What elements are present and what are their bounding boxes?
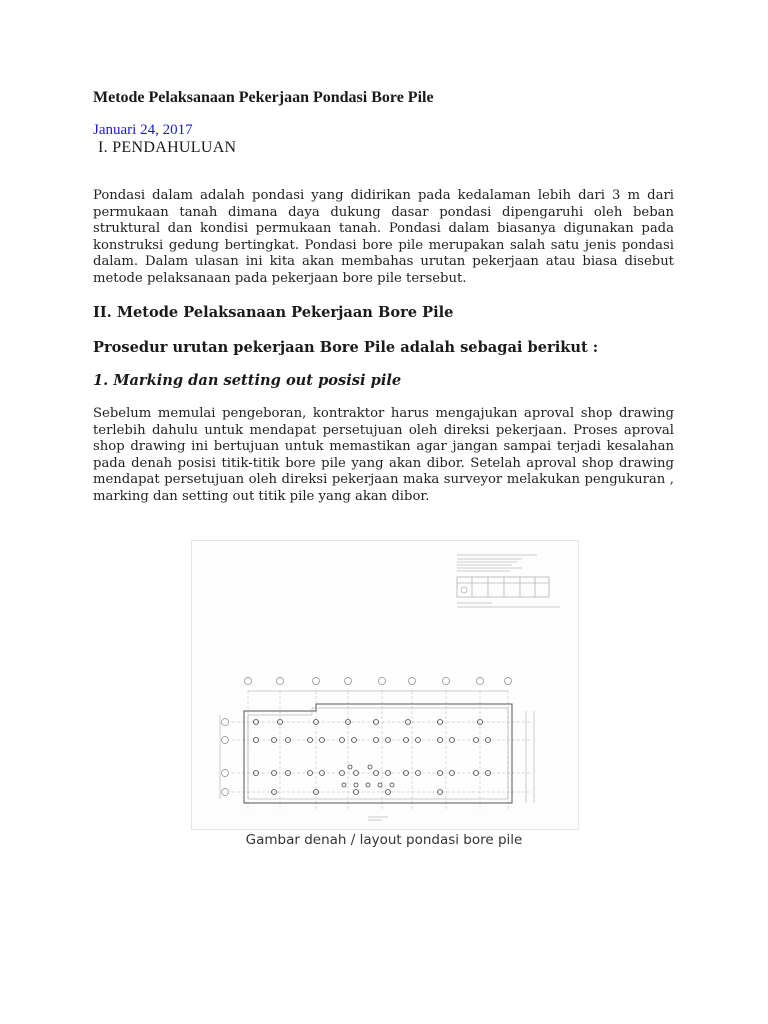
legend-block: [457, 555, 560, 607]
article-title: Metode Pelaksanaan Pekerjaan Pondasi Bore Pile: [93, 89, 434, 106]
grid-lines: [232, 691, 532, 811]
section-heading-metode: II. Metode Pelaksanaan Pekerjaan Bore Pile: [93, 304, 454, 321]
pile-points: [254, 720, 491, 795]
step-1-heading: 1. Marking dan setting out posisi pile: [93, 372, 402, 389]
layout-plan-svg: [192, 541, 578, 829]
intro-paragraph: Pondasi dalam adalah pondasi yang didirikan pada kedalaman lebih dari 3 m dari permukaan tanah dimana daya dukung dasar pondasi dipengaruhi oleh beban struktural dan kondisi permukaan tanah. Pondasi dalam biasanya digunakan pada konstruksi gedung bertingkat. Pondasi bore pile merupakan salah satu jenis pondasi dalam. Dalam ulasan ini kita akan membahas urutan pekerjaan atau biasa disebut metode pelaksanaan pada pekerjaan bore pile tersebut.: [93, 188, 674, 286]
drawing-annotations: [220, 711, 534, 820]
building-outline: [244, 704, 512, 803]
post-date-link[interactable]: Januari 24, 2017: [93, 122, 193, 138]
grid-bubbles-top: [245, 678, 512, 685]
bore-pile-layout-drawing: [191, 540, 579, 830]
marking-paragraph: Sebelum memulai pengeboran, kontraktor harus mengajukan aproval shop drawing terlebih dahulu untuk mendapat persetujuan oleh direksi pekerjaan. Proses aproval shop drawing ini bertujuan untuk memastikan agar jangan sampai terjadi kesalahan pada denah posisi titik-titik bore pile yang akan dibor. Setelah aproval shop drawing mendapat persetujuan oleh direksi pekerjaan maka surveyor melakukan pengukuran , marking dan setting out titik pile yang akan dibor.: [93, 406, 674, 504]
section-heading-pendahuluan: I. PENDAHULUAN: [98, 139, 237, 156]
figure-caption: Gambar denah / layout pondasi bore pile: [245, 832, 523, 848]
grid-bubbles-left: [222, 719, 229, 796]
procedure-heading: Prosedur urutan pekerjaan Bore Pile adalah sebagai berikut :: [93, 339, 599, 356]
